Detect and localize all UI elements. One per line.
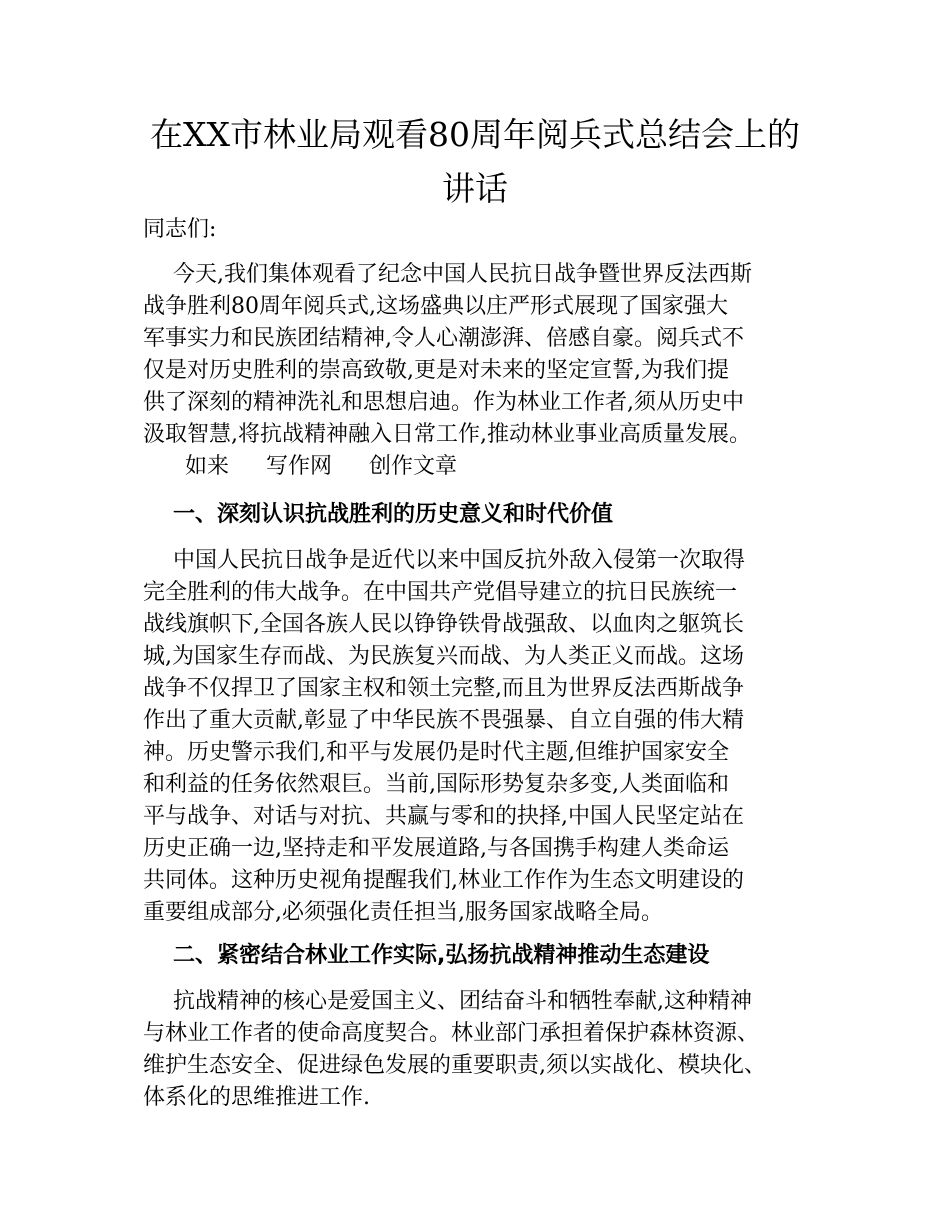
- paragraph-line: 共同体。这种历史视角提醒我们,林业工作作为生态文明建设的: [143, 868, 744, 893]
- paragraph-line: 体系化的思维推进工作.: [143, 1085, 370, 1110]
- paragraph-line: 抗战精神的核心是爱国主义、团结奋斗和牺牲奉献,这种精神: [173, 989, 752, 1014]
- section-1-heading: 一、深刻认识抗战胜利的历史意义和时代价值: [173, 502, 614, 527]
- watermark-part: 创作文章: [369, 454, 458, 479]
- watermark-part: 如来: [185, 454, 230, 479]
- watermark-text: [185, 451, 487, 483]
- paragraph-line: 神。历史警示我们,和平与发展仍是时代主题,但维护国家安全: [143, 740, 729, 765]
- paragraph-line: 军事实力和民族团结精神,令人心潮澎湃、倍感自豪。阅兵式不: [143, 326, 744, 351]
- paragraph-line: 作出了重大贡献,彰显了中华民族不畏强暴、自立自强的伟大精: [143, 708, 744, 733]
- paragraph-line: 仅是对历史胜利的崇高致敬,更是对未来的坚定宣誓,为我们提: [143, 358, 729, 383]
- title-line-1: 在XX市林业局观看80周年阅兵式总结会上的: [150, 115, 800, 154]
- paragraph-line: 和利益的任务依然艰巨。当前,国际形势复杂多变,人类面临和: [143, 772, 729, 797]
- watermark-part: 写作网: [266, 454, 333, 479]
- paragraph-line: 重要组成部分,必须强化责任担当,服务国家战略全局。: [143, 900, 663, 925]
- paragraph-line: 战线旗帜下,全国各族人民以铮铮铁骨战强敌、以血肉之躯筑长: [143, 612, 744, 637]
- paragraph-line: 维护生态安全、促进绿色发展的重要职责,须以实战化、模块化、: [143, 1053, 766, 1078]
- paragraph-line: 城,为国家生存而战、为民族复兴而战、为人类正义而战。这场: [143, 644, 744, 669]
- intro-paragraph: [143, 259, 823, 451]
- paragraph-line: 供了深刻的精神洗礼和思想启迪。作为林业工作者,须从历史中: [143, 390, 744, 415]
- paragraph-line: 平与战争、对话与对抗、共赢与零和的抉择,中国人民坚定站在: [143, 804, 744, 829]
- paragraph-line: 完全胜利的伟大战争。在中国共产党倡导建立的抗日民族统一: [143, 580, 738, 605]
- page-title: [120, 108, 830, 216]
- paragraph-line: 战争胜利80周年阅兵式,这场盛典以庄严形式展现了国家强大: [143, 294, 728, 319]
- paragraph-line: 今天,我们集体观看了纪念中国人民抗日战争暨世界反法西斯: [173, 262, 752, 287]
- section-2-heading: 二、紧密结合林业工作实际,弘扬抗战精神推动生态建设: [173, 943, 710, 968]
- paragraph-line: 战争不仅捍卫了国家主权和领土完整,而且为世界反法西斯战争: [143, 676, 744, 701]
- section-1-paragraph: [143, 545, 823, 929]
- title-line-2: 讲话: [442, 169, 508, 208]
- paragraph-line: 历史正确一边,坚持走和平发展道路,与各国携手构建人类命运: [143, 836, 729, 861]
- paragraph-line: 中国人民抗日战争是近代以来中国反抗外敌入侵第一次取得: [173, 548, 746, 573]
- salutation: 同志们:: [143, 217, 217, 242]
- section-2-paragraph: [143, 986, 823, 1114]
- paragraph-line: 汲取智慧,将抗战精神融入日常工作,推动林业事业高质量发展。: [143, 422, 751, 447]
- paragraph-line: 与林业工作者的使命高度契合。林业部门承担着保护森林资源、: [143, 1021, 760, 1046]
